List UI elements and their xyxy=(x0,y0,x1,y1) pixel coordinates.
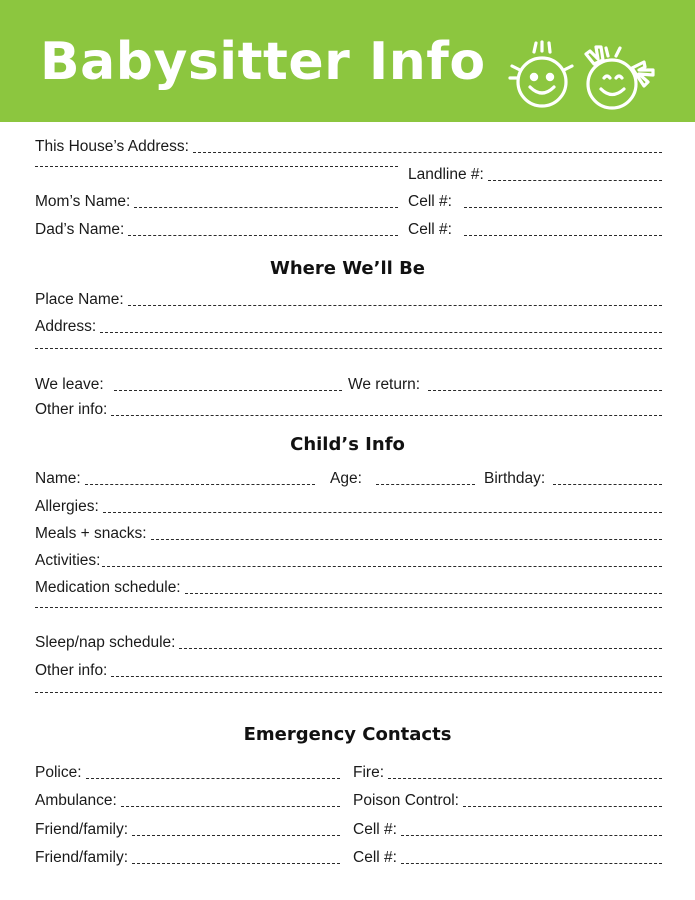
we-return-label: We return: xyxy=(348,376,421,393)
where-address-line[interactable] xyxy=(100,332,662,333)
friend-family-1-field[interactable] xyxy=(35,821,340,839)
police-line[interactable] xyxy=(86,778,340,779)
police-field[interactable] xyxy=(35,764,340,782)
fire-label: Fire: xyxy=(353,764,384,781)
smiley-face-girl-icon xyxy=(574,38,666,114)
mom-cell-label: Cell #: xyxy=(408,193,452,210)
ambulance-line[interactable] xyxy=(121,806,340,807)
child-name-line[interactable] xyxy=(85,484,315,485)
house-address-label: This House’s Address: xyxy=(35,138,189,155)
mom-cell-field[interactable] xyxy=(408,193,662,211)
child-heading: Child’s Info xyxy=(290,434,405,455)
child-birthday-line[interactable] xyxy=(553,484,662,485)
dad-cell-label: Cell #: xyxy=(408,221,452,238)
mom-cell-line[interactable] xyxy=(464,207,662,208)
friend-cell-1-line[interactable] xyxy=(401,835,662,836)
page-title: Babysitter Info xyxy=(40,32,486,92)
emergency-heading: Emergency Contacts xyxy=(243,724,452,745)
meals-line[interactable] xyxy=(151,539,662,540)
activities-line[interactable] xyxy=(102,566,662,567)
where-other-line[interactable] xyxy=(111,415,662,416)
where-address-field[interactable] xyxy=(35,318,662,336)
allergies-line[interactable] xyxy=(103,512,662,513)
mom-name-field[interactable] xyxy=(35,193,398,211)
friend-family-2-line[interactable] xyxy=(132,863,340,864)
where-address-line-2[interactable] xyxy=(35,348,662,349)
child-other-line[interactable] xyxy=(111,676,662,677)
poison-control-line[interactable] xyxy=(463,806,662,807)
dad-cell-line[interactable] xyxy=(464,235,662,236)
friend-family-2-field[interactable] xyxy=(35,849,340,867)
we-leave-label: We leave: xyxy=(35,376,104,393)
house-address-line2[interactable] xyxy=(35,166,398,170)
where-address-line2[interactable] xyxy=(35,348,662,352)
child-other-line2[interactable] xyxy=(35,692,662,696)
child-name-field[interactable] xyxy=(35,470,315,488)
child-birthday-label: Birthday: xyxy=(484,470,546,487)
meals-field[interactable] xyxy=(35,525,662,543)
sleep-label: Sleep/nap schedule: xyxy=(35,634,176,651)
smiley-face-icon xyxy=(506,40,578,112)
allergies-field[interactable] xyxy=(35,498,662,516)
place-name-line[interactable] xyxy=(128,305,662,306)
house-address-line-2[interactable] xyxy=(35,166,398,167)
mom-name-line[interactable] xyxy=(134,207,398,208)
mom-name-label: Mom’s Name: xyxy=(35,193,131,210)
friend-cell-2-field[interactable] xyxy=(353,849,662,867)
activities-label: Activities: xyxy=(35,552,101,569)
friend-family-1-line[interactable] xyxy=(132,835,340,836)
fire-field[interactable] xyxy=(353,764,662,782)
house-address-line[interactable] xyxy=(193,152,662,153)
header-banner xyxy=(0,0,695,122)
poison-control-label: Poison Control: xyxy=(353,792,459,809)
where-address-label: Address: xyxy=(35,318,97,335)
place-name-field[interactable] xyxy=(35,291,662,309)
poison-control-field[interactable] xyxy=(353,792,662,810)
medication-line-2[interactable] xyxy=(35,607,662,608)
medication-label: Medication schedule: xyxy=(35,579,181,596)
we-leave-field[interactable] xyxy=(35,376,342,394)
activities-field[interactable] xyxy=(35,552,662,570)
house-address-field[interactable] xyxy=(35,138,662,156)
child-age-line[interactable] xyxy=(376,484,475,485)
friend-cell-1-field[interactable] xyxy=(353,821,662,839)
medication-field[interactable] xyxy=(35,579,662,597)
we-return-line[interactable] xyxy=(428,390,662,391)
dad-name-label: Dad’s Name: xyxy=(35,221,125,238)
medication-line2[interactable] xyxy=(35,607,662,611)
child-other-line-2[interactable] xyxy=(35,692,662,693)
medication-line[interactable] xyxy=(185,593,662,594)
place-name-label: Place Name: xyxy=(35,291,124,308)
where-other-field[interactable] xyxy=(35,401,662,419)
friend-cell-2-line[interactable] xyxy=(401,863,662,864)
police-label: Police: xyxy=(35,764,82,781)
dad-name-line[interactable] xyxy=(128,235,398,236)
child-other-label: Other info: xyxy=(35,662,108,679)
dad-cell-field[interactable] xyxy=(408,221,662,239)
landline-field[interactable] xyxy=(408,166,662,184)
meals-label: Meals + snacks: xyxy=(35,525,147,542)
landline-label: Landline #: xyxy=(408,166,484,183)
fire-line[interactable] xyxy=(388,778,662,779)
child-other-field[interactable] xyxy=(35,662,662,680)
child-age-field[interactable] xyxy=(330,470,475,488)
we-leave-line[interactable] xyxy=(114,390,342,391)
landline-line[interactable] xyxy=(488,180,662,181)
child-name-label: Name: xyxy=(35,470,81,487)
friend-family-1-label: Friend/family: xyxy=(35,821,129,838)
we-return-field[interactable] xyxy=(348,376,662,394)
child-age-label: Age: xyxy=(330,470,362,487)
friend-cell-1-label: Cell #: xyxy=(353,821,397,838)
friend-cell-2-label: Cell #: xyxy=(353,849,397,866)
sleep-field[interactable] xyxy=(35,634,662,652)
allergies-label: Allergies: xyxy=(35,498,99,515)
where-other-label: Other info: xyxy=(35,401,108,418)
dad-name-field[interactable] xyxy=(35,221,398,239)
ambulance-field[interactable] xyxy=(35,792,340,810)
sleep-line[interactable] xyxy=(179,648,662,649)
friend-family-2-label: Friend/family: xyxy=(35,849,129,866)
child-birthday-field[interactable] xyxy=(484,470,662,488)
where-heading: Where We’ll Be xyxy=(269,258,426,279)
ambulance-label: Ambulance: xyxy=(35,792,117,809)
